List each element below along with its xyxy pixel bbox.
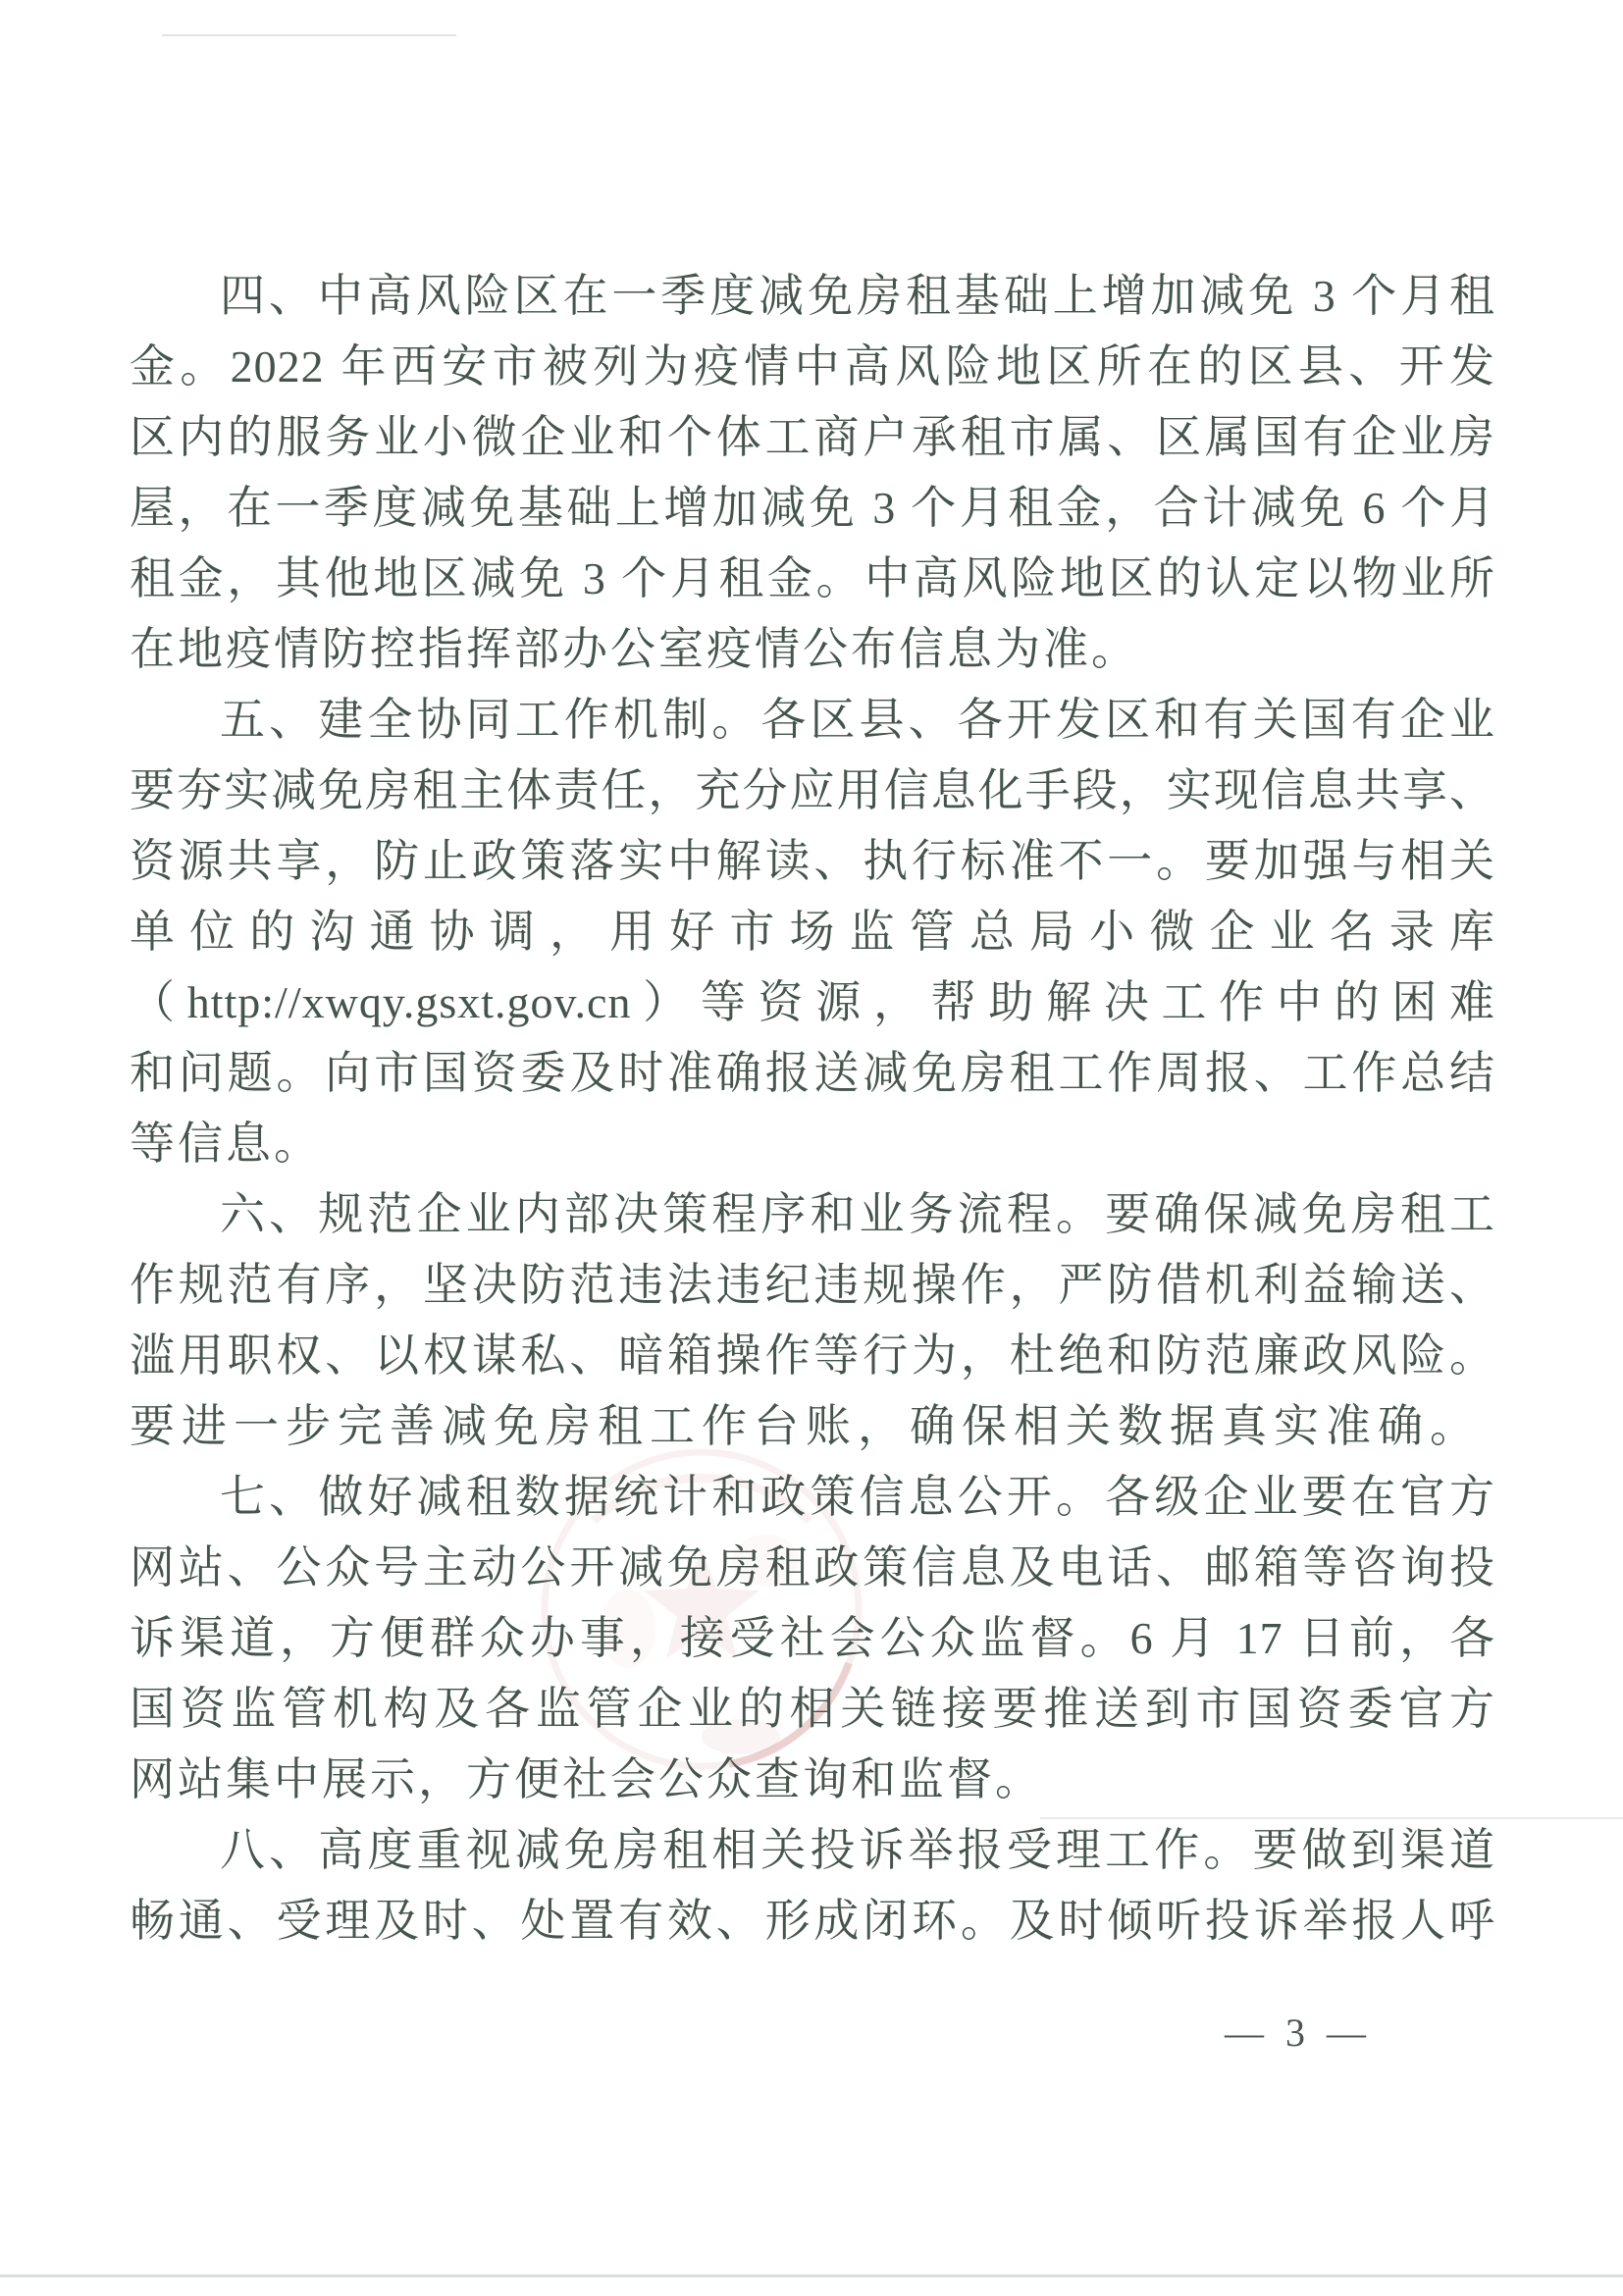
document-line: 七、做好减租数据统计和政策信息公开。各级企业要在官方 (220, 1472, 1495, 1522)
document-line: 要夯实减免房租主体责任，充分应用信息化手段，实现信息共享、 (130, 765, 1495, 815)
document-line: 五、建全协同工作机制。各区县、各开发区和有关国有企业 (220, 695, 1495, 745)
document-line: 作规范有序，坚决防范违法违纪违规操作，严防借机利益输送、 (130, 1260, 1495, 1310)
document-line: 网站、公众号主动公开减免房租政策信息及电话、邮箱等咨询投 (130, 1542, 1495, 1592)
document-line: 六、规范企业内部决策程序和业务流程。要确保减免房租工 (220, 1189, 1495, 1239)
document-line: 等信息。 (130, 1119, 322, 1169)
document-line: 诉渠道，方便群众办事，接受社会公众监督。6 月 17 日前，各 (130, 1613, 1495, 1663)
document-line: 租金，其他地区减免 3 个月租金。中高风险地区的认定以物业所 (130, 553, 1495, 603)
document-line: 畅通、受理及时、处置有效、形成闭环。及时倾听投诉举报人呼 (130, 1896, 1495, 1946)
document-line: 屋，在一季度减免基础上增加减免 3 个月租金，合计减免 6 个月 (130, 483, 1495, 533)
document-line: 网站集中展示，方便社会公众查询和监督。 (130, 1754, 1043, 1804)
document-line: 八、高度重视减免房租相关投诉举报受理工作。要做到渠道 (220, 1825, 1495, 1875)
document-line: 要进一步完善减免房租工作台账，确保相关数据真实准确。 (130, 1401, 1482, 1451)
document-line: 四、中高风险区在一季度减免房租基础上增加减免 3 个月租 (220, 271, 1495, 321)
document-line: （http://xwqy.gsxt.gov.cn）等资源，帮助解决工作中的困难 (130, 977, 1495, 1027)
page-number: — 3 — (1225, 2010, 1372, 2055)
scan-artifact-line-bottom (0, 2274, 1623, 2277)
document-line: 和问题。向市国资委及时准确报送减免房租工作周报、工作总结 (130, 1048, 1495, 1098)
document-line: 在地疫情防控指挥部办公室疫情公布信息为准。 (130, 624, 1139, 674)
document-line: 国资监管机构及各监管企业的相关链接要推送到市国资委官方 (130, 1684, 1495, 1734)
document-body (130, 261, 1495, 1957)
document-line: 金。2022 年西安市被列为疫情中高风险地区所在的区县、开发 (130, 341, 1495, 391)
document-line: 滥用职权、以权谋私、暗箱操作等行为，杜绝和防范廉政风险。 (130, 1331, 1495, 1381)
document-line: 单位的沟通协调，用好市场监管总局小微企业名录库 (130, 907, 1495, 957)
scan-artifact-line-top (162, 34, 456, 36)
document-line: 区内的服务业小微企业和个体工商户承租市属、区属国有企业房 (130, 412, 1495, 462)
document-line: 资源共享，防止政策落实中解读、执行标准不一。要加强与相关 (130, 836, 1495, 886)
